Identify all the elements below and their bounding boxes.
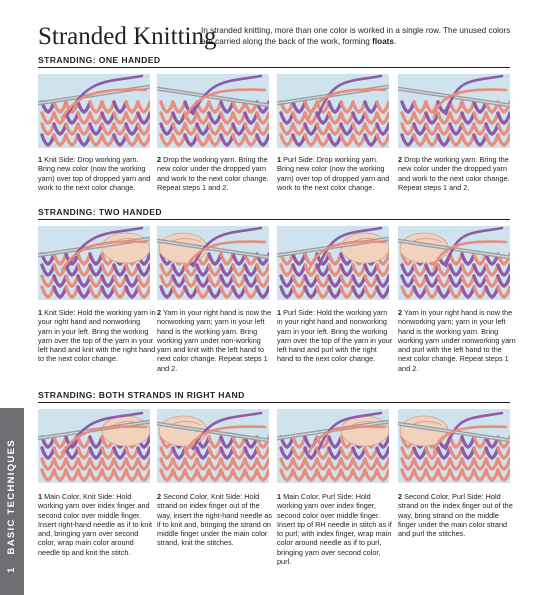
step-text: Main Color, Purl Side: Hold working yarn over index finger, second color over middle finger. Insert tip of RH needle in stitch as if to purl; with index finger, wrap main color around needle as if to purl, bringing yarn over second color, purl. (277, 492, 392, 567)
step-text: Drop the working yarn. Bring the new color under the dropped yarn and work to the next color change. Repeat steps 1 and 2. (157, 155, 269, 192)
chapter-tab-label (6, 416, 18, 595)
step-caption (398, 492, 516, 538)
knitting-illustration (398, 74, 510, 148)
step-text: Second Color, Purl Side: Hold strand on the index finger out of the way, bring strand on the middle finger under the main color strand and purl the stitches. (398, 492, 513, 539)
knitting-illustration (157, 226, 269, 300)
chapter-number: 1 (6, 566, 17, 573)
knitting-illustration (277, 226, 389, 300)
step-number: 1 (277, 492, 282, 501)
knitting-illustration (38, 409, 150, 483)
step-caption (157, 492, 275, 548)
illustration-panel (157, 226, 269, 300)
illustration-panel (38, 226, 150, 300)
step-text: Purl Side: Drop working yarn. Bring new color (now the working yarn) over top of dropped yarn and work to the next color change. (277, 155, 390, 192)
step-number: 1 (38, 155, 43, 164)
step-caption (398, 155, 516, 192)
step-number: 2 (398, 155, 403, 164)
step-caption (398, 308, 516, 373)
step-number: 1 (38, 308, 43, 317)
chapter-name: BASIC TECHNIQUES (6, 439, 17, 555)
hand-icon (341, 416, 389, 446)
step-number: 2 (157, 308, 162, 317)
intro-body: In stranded knitting, more than one color is worked in a single row. The unused colors are carried along the back of the work, forming (201, 26, 511, 46)
illustration-panel (157, 74, 269, 148)
intro-bold-term: floats (372, 36, 394, 46)
illustration-panel (157, 409, 269, 483)
section-divider (38, 67, 510, 68)
step-text: Purl Side: Hold the working yarn in your right hand and nonworking yarn in your left. Bring the working yarn over the top of the yarn in your left hand and purl with the right hand to the next color change. (277, 308, 393, 364)
page-title: Stranded Knitting (38, 23, 217, 50)
knitting-illustration (277, 74, 389, 148)
step-text: Knit Side: Hold the working yarn in your right hand and nonworking yarn in your left. Bring the working yarn over the top of the yarn in your left hand and knit with the right hand to the next color change. (38, 308, 156, 364)
knitting-illustration (277, 409, 389, 483)
knitting-illustration (38, 74, 150, 148)
step-number: 2 (398, 492, 403, 501)
hand-icon (102, 233, 150, 263)
step-text: Second Color, Knit Side: Hold strand on index finger out of the way, insert the right-hand needle as if to knit and, bringing the strand on middle finger under the main color strand, knit the stitches. (157, 492, 273, 548)
knitting-illustration (38, 226, 150, 300)
illustration-panel (398, 409, 510, 483)
knitting-illustration (157, 409, 269, 483)
illustration-panel (277, 409, 389, 483)
section-divider (38, 219, 510, 220)
section-title-both-strands: STRANDING: BOTH STRANDS IN RIGHT HAND (38, 390, 245, 400)
section-divider (38, 402, 510, 403)
step-text: Yarn in your right hand is now the nonworking yarn; yarn in your left hand is the working yarn. Bring working yarn under nonworking yarn and purl with the left hand to the next color change. Repeat steps 1 and 2. (398, 308, 516, 373)
illustration-panel (277, 226, 389, 300)
intro-end: . (393, 36, 397, 46)
step-caption (157, 308, 275, 373)
step-number: 1 (277, 155, 282, 164)
hand-icon (102, 416, 150, 446)
step-text: Main Color, Knit Side: Hold working yarn over index finger and second color over middle finger. Insert right-hand needle as if to knit and, bringing yarn over second color, wrap main color around needle tip and knit the stitch. (38, 492, 152, 557)
step-caption (277, 155, 395, 192)
hand-icon (341, 233, 389, 263)
step-caption (38, 155, 156, 192)
step-caption (157, 155, 275, 192)
step-text: Knit Side: Drop working yarn. Bring new color (now the working yarn) over top of dropped yarn and work to the next color change. (38, 155, 151, 192)
step-number: 2 (398, 308, 403, 317)
knitting-illustration (398, 409, 510, 483)
step-text: Drop the working yarn. Bring the new color under the dropped yarn and work to the next color change. Repeat steps 1 and 2. (398, 155, 510, 192)
step-caption (38, 492, 156, 557)
step-caption (277, 492, 395, 566)
illustration-panel (277, 74, 389, 148)
knitting-illustration (398, 226, 510, 300)
step-caption (38, 308, 156, 364)
step-text: Yarn in your right hand is now the nonworking yarn; yarn in your left hand is the working yarn. Bring working yarn under non-working yarn and knit with the left hand to next color change. Repeat steps 1 and 2. (157, 308, 272, 373)
step-number: 2 (157, 155, 162, 164)
section-title-two-handed: STRANDING: TWO HANDED (38, 207, 162, 217)
step-number: 1 (277, 308, 282, 317)
knitting-illustration (157, 74, 269, 148)
step-caption (277, 308, 395, 364)
illustration-panel (38, 409, 150, 483)
illustration-panel (38, 74, 150, 148)
intro-text (201, 26, 521, 47)
section-title-one-handed: STRANDING: ONE HANDED (38, 55, 161, 65)
step-number: 2 (157, 492, 162, 501)
illustration-panel (398, 226, 510, 300)
illustration-panel (398, 74, 510, 148)
step-number: 1 (38, 492, 43, 501)
